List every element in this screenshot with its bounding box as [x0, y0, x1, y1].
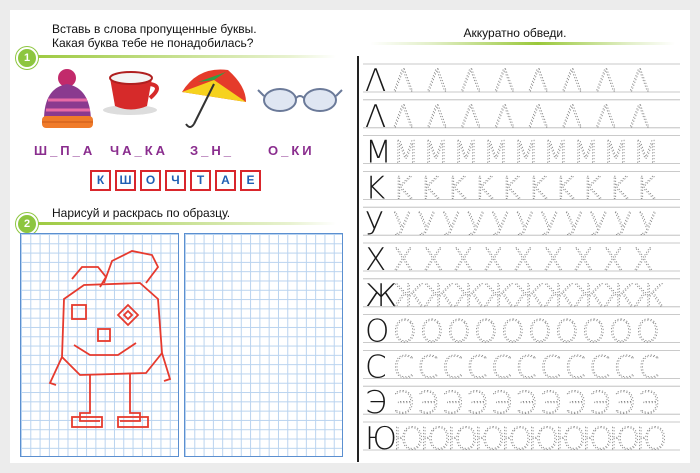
dotted-letter[interactable]: M: [633, 135, 659, 171]
dotted-letter[interactable]: Λ: [393, 99, 414, 135]
right-eye: [118, 305, 138, 325]
dotted-letter[interactable]: У: [393, 207, 412, 243]
dotted-letter[interactable]: Λ: [426, 99, 448, 135]
dotted-letter[interactable]: Λ: [393, 64, 414, 99]
dotted-letter[interactable]: У: [638, 207, 657, 243]
dotted-letter[interactable]: Λ: [629, 99, 650, 135]
dotted-letter[interactable]: C: [491, 350, 513, 386]
dotted-letter[interactable]: Λ: [494, 99, 515, 135]
tracing-row: [363, 242, 680, 278]
dotted-letter[interactable]: O: [474, 314, 498, 350]
dotted-letter[interactable]: Λ: [426, 64, 448, 99]
task1-green-rule: [24, 55, 336, 58]
word-cup: ЧА_КА: [110, 143, 169, 158]
dotted-letter[interactable]: Ю: [501, 422, 532, 455]
dotted-letter[interactable]: X: [393, 243, 414, 278]
dotted-letter[interactable]: X: [633, 243, 654, 278]
dotted-letter[interactable]: У: [417, 207, 436, 243]
dotted-letter[interactable]: O: [582, 314, 606, 350]
sample-letter: Ж: [365, 277, 398, 314]
dotted-letter[interactable]: Ю: [555, 422, 586, 455]
nose: [98, 329, 110, 341]
dotted-letter[interactable]: C: [442, 350, 464, 386]
dotted-letter[interactable]: Ю: [636, 422, 667, 455]
dotted-letter[interactable]: Ж: [633, 278, 665, 314]
tracing-green-rule: [370, 42, 675, 45]
dotted-letter[interactable]: O: [636, 314, 660, 350]
left-arm: [50, 357, 62, 385]
sample-drawing: [20, 233, 180, 457]
right-ear: [104, 251, 158, 283]
dotted-letter[interactable]: X: [483, 243, 504, 278]
left-eye: [72, 305, 86, 319]
sample-letter: Λ: [365, 63, 387, 99]
task1-pictures: [0, 60, 360, 140]
dotted-letter[interactable]: У: [589, 207, 608, 243]
dotted-letter[interactable]: K: [636, 171, 656, 207]
dotted-letter[interactable]: Ж: [453, 278, 485, 314]
dotted-letter[interactable]: K: [474, 171, 494, 207]
dotted-letter[interactable]: Э: [638, 386, 660, 422]
dotted-letter[interactable]: M: [543, 135, 569, 171]
dotted-letter[interactable]: Ж: [483, 278, 515, 314]
dotted-letter[interactable]: Λ: [460, 64, 482, 99]
letter-box: А: [215, 170, 236, 191]
sample-letter: Λ: [365, 98, 387, 135]
dotted-letter[interactable]: У: [613, 207, 633, 243]
sample-letter: C: [365, 349, 387, 386]
dotted-letter[interactable]: O: [528, 314, 552, 350]
letter-box: Е: [240, 170, 261, 191]
tracing-row: [363, 421, 680, 455]
dotted-letter[interactable]: Э: [417, 386, 439, 422]
dotted-letter[interactable]: O: [420, 314, 444, 350]
dotted-letter[interactable]: C: [564, 350, 586, 386]
tracing-rows: [363, 60, 680, 455]
dotted-letter[interactable]: O: [555, 314, 579, 350]
hat-picture: [42, 69, 93, 128]
dotted-letter[interactable]: У: [466, 207, 485, 243]
dotted-letter[interactable]: C: [466, 350, 488, 386]
dotted-letter[interactable]: Ю: [393, 422, 424, 455]
smile: [74, 343, 136, 355]
sample-letter: Ю: [365, 421, 397, 455]
dotted-letter[interactable]: Ю: [447, 422, 478, 455]
tracing-row: [363, 385, 680, 421]
dotted-letter[interactable]: Ю: [420, 422, 451, 455]
tracing-row: [363, 63, 680, 99]
dotted-letter[interactable]: O: [447, 314, 471, 350]
right-foot: [118, 417, 148, 427]
task2-number-badge: 2: [16, 213, 38, 235]
dotted-letter[interactable]: K: [555, 171, 575, 207]
word-hat: Ш_П_А: [34, 143, 96, 158]
dotted-letter[interactable]: M: [393, 135, 419, 171]
word-glasses: О_КИ: [268, 143, 315, 158]
page-divider: [357, 56, 359, 462]
tracing-row: [363, 314, 680, 350]
dotted-letter[interactable]: M: [603, 135, 629, 171]
dotted-letter[interactable]: Λ: [595, 64, 617, 99]
drawing-grid[interactable]: [184, 233, 343, 457]
word-umbrella: З_Н_: [190, 143, 234, 158]
tracing-row: [363, 278, 680, 314]
dotted-letter[interactable]: У: [564, 207, 584, 243]
dotted-letter[interactable]: K: [528, 171, 548, 207]
left-leg: [80, 375, 100, 421]
tracing-row: [363, 99, 680, 135]
dotted-letter[interactable]: X: [423, 243, 444, 278]
dotted-letter[interactable]: Ю: [474, 422, 505, 455]
dotted-letter[interactable]: K: [420, 171, 440, 207]
dotted-letter[interactable]: M: [483, 135, 509, 171]
dotted-letter[interactable]: Э: [393, 386, 414, 422]
dotted-letter[interactable]: Λ: [528, 99, 549, 135]
task1-number-badge: 1: [16, 47, 38, 69]
dotted-letter[interactable]: Ж: [603, 278, 635, 314]
tracing-title: Аккуратно обведи.: [463, 26, 567, 40]
right-pupil: [124, 311, 132, 319]
dotted-letter[interactable]: K: [393, 171, 413, 207]
letter-boxes: [90, 170, 265, 191]
right-arm: [162, 353, 170, 381]
dotted-letter[interactable]: Э: [491, 386, 513, 422]
dotted-letter[interactable]: X: [453, 243, 474, 278]
task2-green-rule: [24, 222, 336, 225]
dotted-letter[interactable]: Ж: [573, 278, 605, 314]
dotted-letter[interactable]: Э: [540, 386, 562, 422]
dotted-letter[interactable]: C: [589, 350, 611, 386]
left-foot: [72, 417, 102, 427]
dotted-letter[interactable]: X: [543, 243, 564, 278]
dotted-letter[interactable]: Ж: [513, 278, 545, 314]
dotted-letter[interactable]: Э: [515, 386, 537, 422]
dotted-letter[interactable]: Ю: [582, 422, 613, 455]
sample-letter: K: [365, 170, 386, 207]
task1-line2: Какая буква тебе не понадобилась?: [52, 36, 254, 50]
tracing-row: [363, 349, 680, 385]
sample-letter: X: [365, 242, 387, 278]
sample-letter: У: [365, 206, 384, 243]
dotted-letter[interactable]: O: [609, 314, 633, 350]
right-leg: [120, 373, 140, 421]
dotted-letter[interactable]: X: [603, 243, 624, 278]
dotted-letter[interactable]: У: [491, 207, 510, 243]
dotted-letter[interactable]: Λ: [629, 64, 650, 99]
dotted-letter[interactable]: У: [540, 207, 559, 243]
dotted-letter[interactable]: Э: [613, 386, 635, 422]
dotted-letter[interactable]: Э: [442, 386, 464, 422]
dotted-letter[interactable]: C: [540, 350, 562, 386]
letter-box: Т: [190, 170, 211, 191]
dotted-letter[interactable]: Λ: [528, 64, 549, 99]
sample-letter: Э: [365, 385, 387, 422]
tracing-row: [363, 170, 680, 206]
sample-letter: O: [365, 313, 390, 350]
dotted-letter[interactable]: M: [423, 135, 449, 171]
tracing-row: [363, 206, 680, 242]
dotted-letter[interactable]: X: [513, 243, 534, 278]
dotted-letter[interactable]: O: [501, 314, 525, 350]
letter-box: Ш: [115, 170, 136, 191]
dotted-letter[interactable]: C: [417, 350, 439, 386]
dotted-letter[interactable]: Ж: [423, 278, 455, 314]
dotted-letter[interactable]: M: [573, 135, 599, 171]
dotted-letter[interactable]: Э: [564, 386, 586, 422]
task1-line1: Вставь в слова пропущенные буквы.: [52, 22, 257, 36]
dotted-letter[interactable]: C: [613, 350, 635, 386]
dotted-letter[interactable]: X: [573, 243, 594, 278]
dotted-letter[interactable]: Ю: [528, 422, 559, 455]
dotted-letter[interactable]: Λ: [494, 64, 515, 99]
cup-picture: [103, 72, 157, 115]
dotted-letter[interactable]: C: [638, 350, 660, 386]
glasses-picture: [258, 89, 342, 111]
dotted-letter[interactable]: K: [609, 171, 629, 207]
letter-box: К: [90, 170, 111, 191]
dotted-letter[interactable]: K: [501, 171, 521, 207]
dotted-letter[interactable]: У: [442, 207, 461, 243]
dotted-letter[interactable]: Λ: [561, 64, 583, 99]
dotted-letter[interactable]: K: [582, 171, 602, 207]
dotted-letter[interactable]: Ю: [609, 422, 640, 455]
dotted-letter[interactable]: Λ: [561, 99, 583, 135]
dotted-letter[interactable]: C: [393, 350, 414, 386]
dotted-letter[interactable]: У: [515, 207, 535, 243]
dotted-letter[interactable]: C: [515, 350, 537, 386]
dotted-letter[interactable]: Λ: [595, 99, 617, 135]
head-outline: [62, 283, 162, 375]
dotted-letter[interactable]: Ж: [543, 278, 575, 314]
dotted-letter[interactable]: M: [453, 135, 479, 171]
sample-letter: M: [365, 134, 392, 171]
dotted-letter[interactable]: Э: [466, 386, 488, 422]
task1-instructions: [52, 22, 257, 50]
dotted-letter[interactable]: Э: [589, 386, 611, 422]
letter-box: О: [140, 170, 161, 191]
dotted-letter[interactable]: M: [513, 135, 539, 171]
dotted-letter[interactable]: Λ: [460, 99, 482, 135]
tracing-row: [363, 135, 680, 171]
letter-box: Ч: [165, 170, 186, 191]
umbrella-picture: [182, 69, 246, 127]
dotted-letter[interactable]: O: [393, 314, 417, 350]
task2-instructions: Нарисуй и раскрась по образцу.: [52, 206, 231, 220]
dotted-letter[interactable]: K: [447, 171, 467, 207]
dotted-letter[interactable]: Ж: [393, 278, 425, 314]
